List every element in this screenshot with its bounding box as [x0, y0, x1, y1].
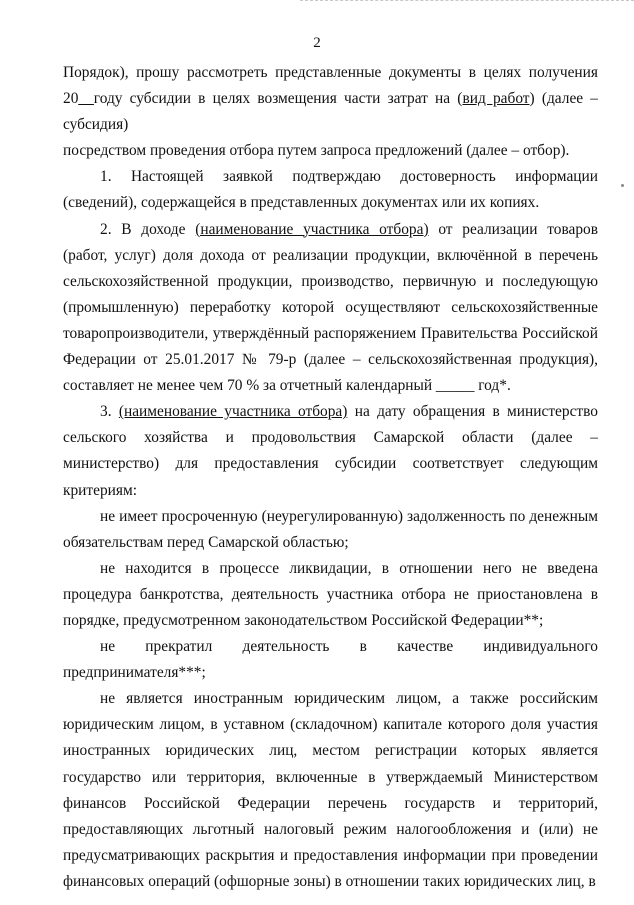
year-blank: __	[78, 90, 94, 108]
paragraph-3-text: на дату обращения в министерство сельского хозяйства и продовольствия Самарской области (далее – министерство) для предоставления субсидии соответствует следующим критериям:	[63, 403, 599, 499]
opening-line-1: Порядок), прошу рассмотреть представленные документы в целях получения	[63, 64, 598, 81]
paragraph-1: 1. Настоящей заявкой подтверждаю достоверность информации (сведений), содержащейся в представленных документах или их копиях.	[63, 168, 598, 212]
criterion-not-foreign-entity: не является иностранным юридическим лицом, а также российским юридическим лицом, в уставном (складочном) капитале которого доля участия иностранных юридических лиц, местом регистрации которых является государство или территория, включенные в утверждаемый Министерством финансов Российской Федерации перечень государств и территорий, предоставляющих льготный налоговый режим налогообложения и (или) не предусматривающих раскрытия и предоставления информации при проведении финансовых операций (офшорные зоны) в отношении таких юридических лиц, в	[63, 690, 598, 890]
opening-line-2-end: ) (далее – субсидия)	[63, 90, 598, 134]
paragraph-2	[63, 217, 598, 400]
paragraph-2-prefix: 2. В доходе	[100, 220, 196, 238]
participant-name-placeholder: (наименование участника отбора)	[195, 220, 429, 238]
work-type-placeholder: вид работ	[462, 90, 530, 108]
paragraph-3	[63, 399, 598, 503]
opening-line-2-text: году субсидии в целях возмещения части затрат на (	[93, 90, 463, 108]
page-number: 2	[313, 35, 321, 51]
paragraph-2-text: от реализации товаров (работ, услуг) доля дохода от реализации продукции, включённой в перечень сельскохозяйственной продукции, производство, первичную и последующую (промышленную) переработку которой осуществляют сельскохозяйственные товаропроизводители, утверждённый распоряжением Правительства Российской Федерации от 25.01.2017 № 79-р (далее – сельскохозяйственная продукция), составляет не менее чем 70 % за отчетный календарный _____ год*.	[63, 220, 598, 395]
year-prefix: 20	[63, 90, 79, 108]
criterion-no-liquidation: не находится в процессе ликвидации, в отношении него не введена процедура банкротства, деятельность участника отбора не приостановлена в порядке, предусмотренном законодательством Российской Федерации**;	[63, 559, 598, 629]
criterion-active-entrepreneur-line-1: не прекратил деятельность в качестве индивидуального	[100, 638, 598, 656]
scan-speck	[621, 184, 624, 187]
opening-line-3: посредством проведения отбора путем запроса предложений (далее – отбор).	[63, 142, 570, 160]
criterion-no-debt: не имеет просроченную (неурегулированную) задолженность по денежным обязательствам перед Самарской областью;	[63, 507, 598, 551]
opening-line-2	[63, 86, 598, 138]
document-body	[63, 60, 598, 895]
criterion-active-entrepreneur-line-2: предпринимателя***;	[63, 664, 206, 682]
scan-edge-line	[300, 0, 634, 3]
paragraph-3-prefix: 3.	[100, 403, 119, 421]
participant-name-placeholder-2: (наименование участника отбора)	[118, 403, 348, 421]
